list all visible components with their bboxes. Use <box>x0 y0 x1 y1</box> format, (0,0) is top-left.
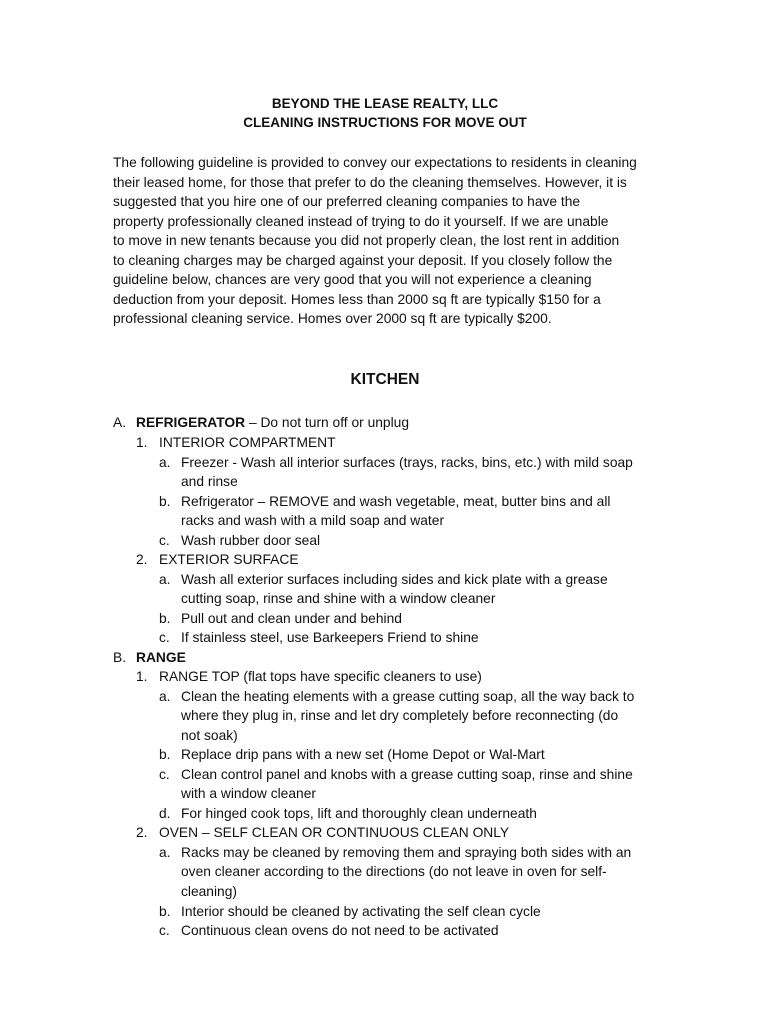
outline-marker: c. <box>159 630 170 645</box>
outline-marker: c. <box>159 767 170 782</box>
subitem-title: OVEN – SELF CLEAN OR CONTINUOUS CLEAN ONLY <box>159 825 510 840</box>
list-item-line: Clean control panel and knobs with a grease cutting soap, rinse and shine <box>181 767 633 782</box>
list-item-line: Interior should be cleaned by activating the self clean cycle <box>181 904 541 919</box>
outline-marker: 2. <box>136 552 148 567</box>
outline-marker: b. <box>159 904 171 919</box>
outline-marker: c. <box>159 923 170 938</box>
list-item-line: Continuous clean ovens do not need to be activated <box>181 923 499 938</box>
outline-marker: 1. <box>136 669 148 684</box>
company-name: BEYOND THE LEASE REALTY, LLC <box>271 96 499 111</box>
item-note: – Do not turn off or unplug <box>245 415 409 430</box>
subitem-title: INTERIOR COMPARTMENT <box>159 435 336 450</box>
list-item-line: For hinged cook tops, lift and thoroughly clean underneath <box>181 806 537 821</box>
subitem-title: EXTERIOR SURFACE <box>159 552 299 567</box>
outline-marker: a. <box>159 689 171 704</box>
document-title: CLEANING INSTRUCTIONS FOR MOVE OUT <box>243 115 527 130</box>
outline-marker: 2. <box>136 825 148 840</box>
outline-marker: 1. <box>136 435 148 450</box>
section-heading-kitchen: KITCHEN <box>350 371 420 388</box>
list-item-line: Refrigerator – REMOVE and wash vegetable, meat, butter bins and all <box>181 494 611 509</box>
list-item-line: Wash all exterior surfaces including sides and kick plate with a grease <box>181 572 608 587</box>
intro-line: guideline below, chances are very good that you will not experience a cleaning <box>113 272 592 287</box>
list-item-line: Wash rubber door seal <box>181 533 321 548</box>
intro-line: deduction from your deposit. Homes less than 2000 sq ft are typically $150 for a <box>113 291 601 307</box>
intro-paragraph <box>113 153 661 329</box>
list-item-line: oven cleaner according to the directions (do not leave in oven for self- <box>181 864 607 879</box>
intro-line: property professionally cleaned instead of trying to do it yourself. If we are unable <box>113 213 609 229</box>
subitem-title: RANGE TOP (flat tops have specific cleaners to use) <box>159 669 482 684</box>
outline-marker: d. <box>159 806 171 821</box>
intro-line: to cleaning charges may be charged against your deposit. If you closely follow the <box>113 252 613 268</box>
outline-marker: a. <box>159 845 171 860</box>
list-item-line: Clean the heating elements with a grease cutting soap, all the way back to <box>181 689 635 704</box>
list-item-line: where they plug in, rinse and let dry completely before reconnecting (do <box>181 708 619 723</box>
outline-marker: a. <box>159 572 171 587</box>
outline-marker: b. <box>159 747 171 762</box>
list-item-line: Racks may be cleaned by removing them and spraying both sides with an <box>181 845 632 860</box>
list-item-line: If stainless steel, use Barkeepers Friend to shine <box>181 630 479 645</box>
item-heading: REFRIGERATOR <box>136 415 246 430</box>
intro-line: professional cleaning service. Homes over 2000 sq ft are typically $200. <box>113 311 552 326</box>
intro-line: their leased home, for those that prefer to do the cleaning themselves. However, it is <box>113 174 627 190</box>
outline-marker: a. <box>159 455 171 470</box>
list-item-line: with a window cleaner <box>181 786 316 801</box>
list-item-line: and rinse <box>181 474 238 489</box>
outline-marker: b. <box>159 494 171 509</box>
outline-marker: b. <box>159 611 171 626</box>
list-item-line: not soak) <box>181 728 238 743</box>
list-item-line: Replace drip pans with a new set (Home Depot or Wal-Mart <box>181 747 545 762</box>
list-item-line: racks and wash with a mild soap and water <box>181 513 445 528</box>
item-heading: RANGE <box>136 650 186 665</box>
list-item-line: Freezer - Wash all interior surfaces (trays, racks, bins, etc.) with mild soap <box>181 455 633 470</box>
outline-marker: c. <box>159 533 170 548</box>
list-item-line: cutting soap, rinse and shine with a window cleaner <box>181 591 496 606</box>
intro-line: to move in new tenants because you did not properly clean, the lost rent in addition <box>113 233 620 248</box>
outline-item-refrigerator <box>113 413 409 433</box>
intro-line: The following guideline is provided to convey our expectations to residents in cleaning <box>113 155 637 170</box>
outline-marker: B. <box>113 650 127 665</box>
outline-marker: A. <box>113 415 127 430</box>
list-item-line: Pull out and clean under and behind <box>181 611 402 626</box>
list-item-line: cleaning) <box>181 884 237 899</box>
intro-line: suggested that you hire one of our preferred cleaning companies to have the <box>113 194 581 209</box>
